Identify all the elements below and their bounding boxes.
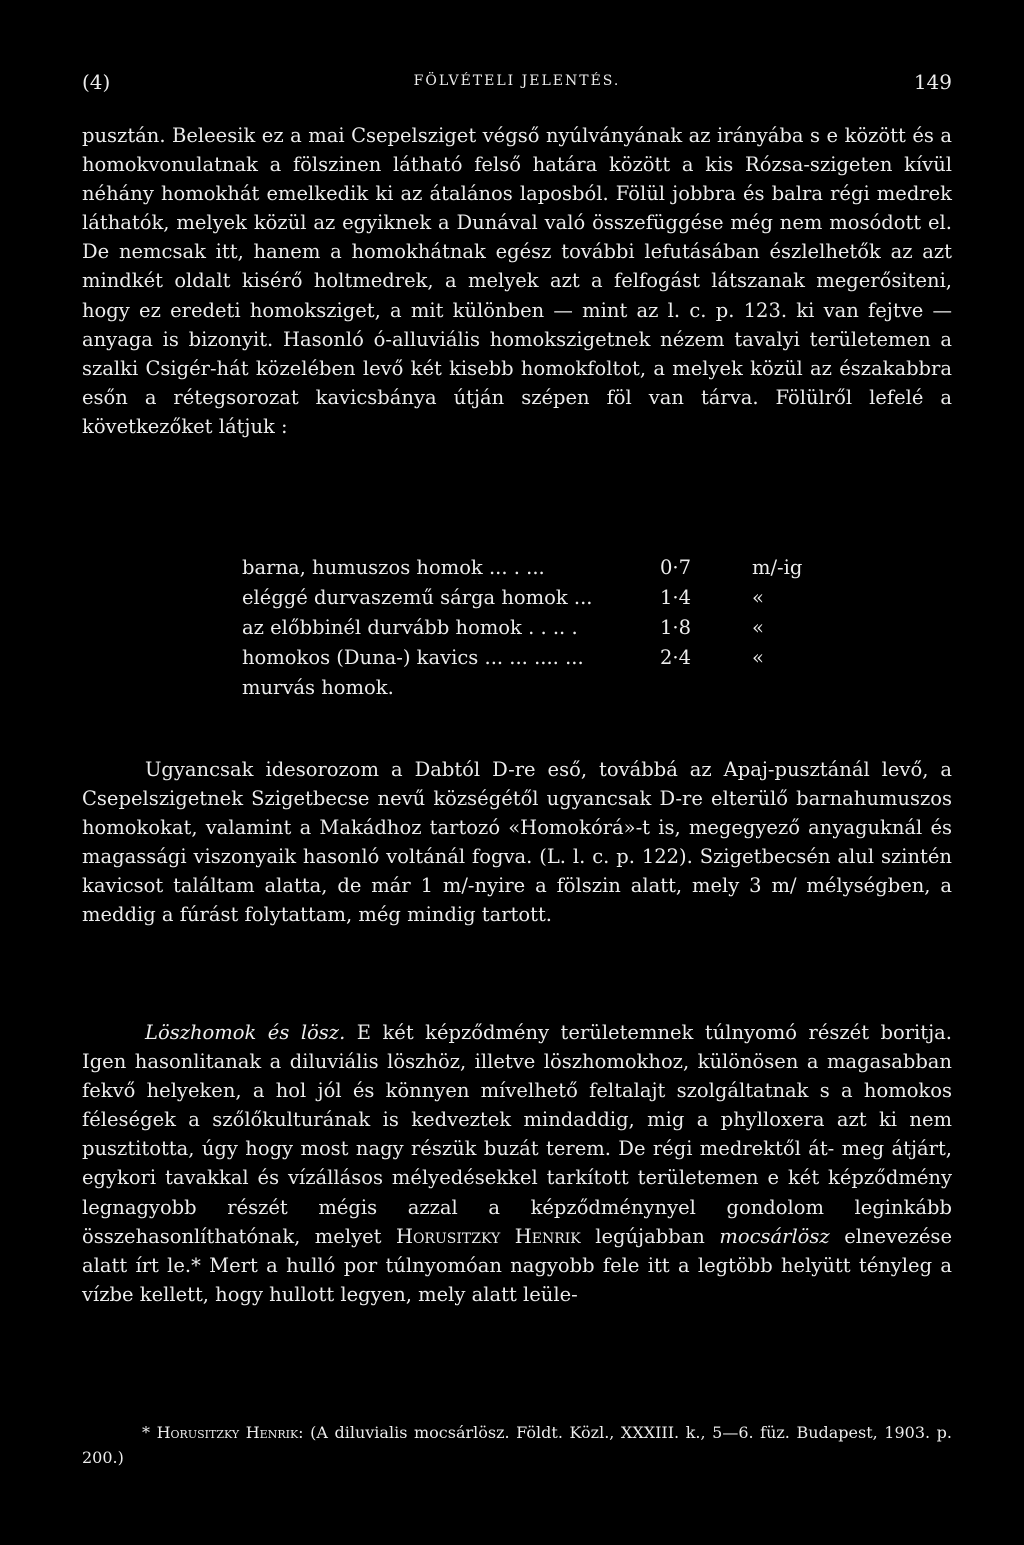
layer-depth: 2·4	[660, 646, 692, 669]
layer-label: eléggé durvaszemű sárga homok ...	[242, 586, 593, 609]
layer-sequence-table	[242, 556, 802, 706]
layer-depth: 0·7	[660, 556, 692, 579]
footnote-marker: *	[142, 1423, 157, 1442]
paragraph-3-text-a: E két képződmény területemnek túlnyomó részét boritja. Igen hasonlitanak a diluviális löszhöz, illetve löszhomokhoz, különösen a magasabban fekvő helyeken, a hol jól és könnyen mívelhető feltalajt szolgáltatnak s a homokos féleségek a szőlőkulturának is kedveztek mindaddig, mig a phylloxera azt ki nem pusztitotta, úgy hogy most nagy részük buzát terem. De régi medrektől át- meg átjárt, egykori tavakkal és vízállásos mélyedésekkel tarkított területemen e két képződmény legnagyobb részét mégis azzal a képződménynyel gondolom leginkább összehasonlíthatónak, melyet	[82, 1021, 952, 1248]
footnote	[82, 1420, 952, 1470]
header-running-title: FÖLVÉTELI JELENTÉS.	[413, 73, 621, 89]
layer-row	[242, 676, 802, 706]
footnote-text: (A diluvialis mocsárlösz. Földt. Közl., XXXIII. k., 5—6. füz. Budapest, 1903. p. 200.)	[82, 1423, 953, 1467]
term-italic: mocsárlösz	[719, 1224, 830, 1248]
paragraph-1: pusztán. Beleesik ez a mai Csepelsziget végső nyúlványának az irányába s e között és a homokvonulatnak a fölszinen látható felső határa között a kis Rózsa-szigeten kívül néhány homokhát emelkedik ki az átalános laposból. Fölül jobbra és balra régi medrek láthatók, melyek közül az egyiknek a Dunával való összefüggése még nem mosódott el. De nemcsak itt, hanem a homokhátnak egész további lefutásában észlelhetők az azt mindkét oldalt kisérő holtmedrek, a melyek azt a felfogást látszanak megerősiteni, hogy ez eredeti homoksziget, a mit különben — mint az l. c. p. 123. ki van fejtve — anyaga is bizonyit. Hasonló ó-alluviális homokszigetnek nézem tavalyi területemen a szalki Csigér-hát közelében levő két kisebb homokfoltot, a melyek közül az északabbra esőn a rétegsorozat kavicsbánya útján szépen föl van tárva. Fölülről lefelé a következőket látjuk :	[82, 124, 952, 438]
paragraph-3-text-c: elnevezése alatt írt le.* Mert a hulló por túlnyomóan nagyobb fele itt a legtöbb helyütt tényleg a vízbe kellett, hogy hullott legyen, mely alatt leüle-	[82, 1224, 952, 1306]
footnote-author: Horusitzky Henrik:	[156, 1423, 304, 1442]
layer-row	[242, 556, 802, 586]
paragraph-3	[82, 1018, 952, 1309]
layer-label: barna, humuszos homok ... . ...	[242, 556, 545, 579]
layer-unit: «	[752, 586, 764, 609]
layer-label: homokos (Duna-) kavics ... ... .... ...	[242, 646, 584, 669]
layer-unit: «	[752, 646, 764, 669]
layer-row	[242, 616, 802, 646]
layer-label: murvás homok.	[242, 676, 394, 699]
author-name: Horusitzky Henrik	[395, 1224, 581, 1248]
section-heading: Löszhomok és lösz.	[145, 1021, 346, 1044]
layer-unit: «	[752, 616, 764, 639]
paragraph-3-text-b: legújabban	[580, 1224, 720, 1248]
layer-depth: 1·4	[660, 586, 692, 609]
layer-row	[242, 646, 802, 676]
page-header	[82, 70, 952, 98]
layer-row	[242, 586, 802, 616]
paragraph-2: Ugyancsak idesorozom a Dabtól D-re eső, továbbá az Apaj-pusztánál levő, a Csepelszigetnek Szigetbecse nevű községétől ugyancsak D-re elterülő barnahumuszos homokokat, valamint a Makádhoz tartozó «Homokórá»-t is, megegyező anyaguknál és magassági viszonyaik hasonló voltánál fogva. (L. l. c. p. 122). Szigetbecsén alul szintén kavicsot találtam alatta, de már 1 m/-nyire a fölszin alatt, mely 3 m/ mélységben, a meddig a fúrást folytattam, még mindig tartott.	[82, 758, 952, 927]
layer-label: az előbbinél durvább homok . . .. .	[242, 616, 578, 639]
header-section-number: (4)	[82, 70, 111, 94]
layer-depth: 1·8	[660, 616, 692, 639]
layer-unit: m/-ig	[752, 556, 803, 579]
page-number: 149	[913, 70, 952, 94]
